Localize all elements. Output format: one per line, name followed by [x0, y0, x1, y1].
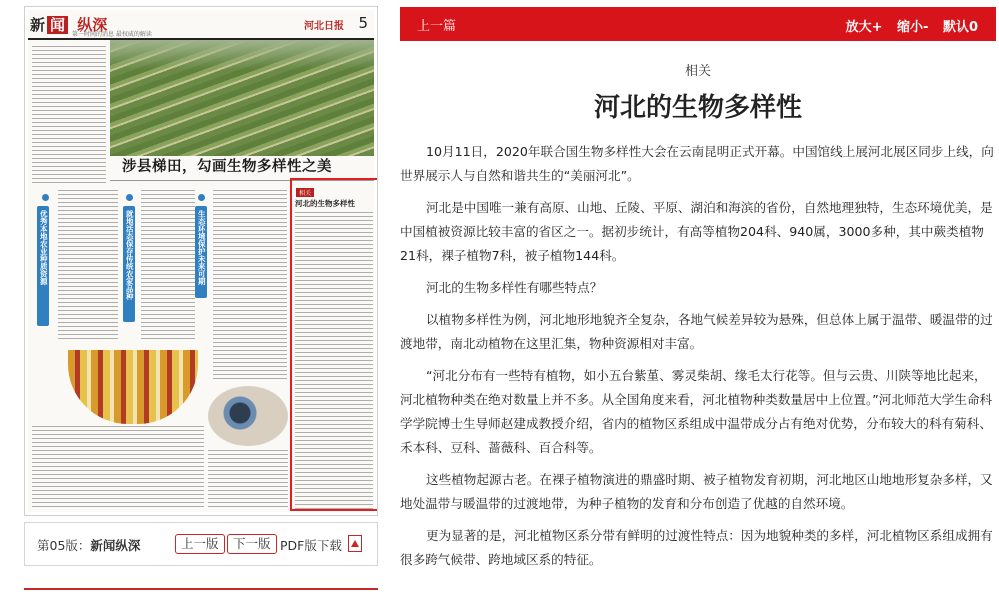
related-tag: 相关 [296, 188, 314, 197]
newspaper-tag-1: 优秀本地农业种质资源 [37, 206, 49, 326]
article-paragraph: 10月11日，2020年联合国生物多样性大会在云南昆明正式开幕。中国馆线上展河北展区同步上线，向世界展示人与自然和谐共生的“美丽河北”。 [400, 144, 994, 183]
corn-photo [68, 350, 198, 424]
newspaper-sub-label: 第一时间的消息 最权威的解读 [72, 31, 152, 38]
newspaper-header [28, 10, 374, 40]
article-toolbar [400, 7, 996, 41]
article-kicker: 相关 [684, 64, 711, 79]
article-paragraph: 河北的生物多样性有哪些特点？ [426, 280, 603, 295]
newspaper-text-column [141, 190, 195, 340]
related-article-title: 河北的生物多样性 [295, 199, 355, 208]
newspaper-text-column [32, 46, 106, 186]
font-size-controls [836, 16, 978, 35]
next-page-button[interactable]: 下一版 [227, 534, 277, 554]
article-paragraph: 以植物多样性为例，河北地形地貌齐全复杂，各地气候差异较为悬殊，但总体上属于温带、暖温带的过渡地带，南北动植物在这里汇集，物种资源相对丰富。 [400, 312, 993, 351]
default-size-button[interactable]: 默认0 [942, 20, 978, 35]
newspaper-tag-3: 生态环境保护未来可期 [195, 206, 207, 298]
article-paragraph: 这些植物起源古老。在裸子植物演进的鼎盛时期、被子植物发育初期，河北地区山地地形复杂多样，又地处温带与暖温带的过渡地带，为种子植物的发育和分布创造了优越的自然环境。 [400, 472, 993, 511]
people-photo [208, 386, 288, 446]
newspaper-text-column [208, 450, 288, 510]
prev-article-link[interactable]: 上一篇 [417, 19, 457, 34]
newspaper-text-column [213, 190, 287, 380]
article-body [400, 60, 996, 580]
tag-dot [42, 194, 49, 201]
prev-page-button[interactable]: 上一版 [175, 534, 225, 554]
selected-article-highlight[interactable] [290, 178, 378, 511]
article-paragraph: 河北是中国唯一兼有高原、山地、丘陵、平原、湖泊和海滨的省份，自然地理独特，生态环境优美，是中国植被资源比较丰富的省区之一。据初步统计，有高等植物204科、940属，3000多种，其中蕨类植物21科，裸子植物7科，被子植物144科。 [400, 200, 993, 263]
tag-dot [126, 194, 133, 201]
page-navigation-bar [24, 522, 378, 566]
newspaper-text-column [58, 190, 118, 340]
zoom-in-button[interactable]: 放大+ [845, 20, 883, 35]
newspaper-tag-2: 就地活态保存传统农家品种 [123, 206, 135, 322]
newspaper-page-number: 5 [358, 14, 368, 32]
current-page-label: 第05版：新闻纵深 [37, 538, 141, 553]
terrace-photo [110, 40, 374, 156]
pdf-icon[interactable] [348, 535, 362, 552]
newspaper-headline: 涉县梯田，勾画生物多样性之美 [122, 158, 332, 175]
newspaper-masthead: 河北日报 [304, 21, 344, 32]
pdf-download-link[interactable]: PDF版下载 [280, 538, 342, 553]
zoom-out-button[interactable]: 缩小- [897, 20, 929, 35]
tag-dot [198, 194, 205, 201]
article-paragraph: 更为显著的是，河北植物区系分带有鲜明的过渡性特点：因为地貌种类的多样，河北植物区系组成拥有很多跨气候带、跨地域区系的特征。 [400, 528, 993, 567]
newspaper-text-column [32, 426, 204, 510]
newspaper-page-panel [24, 6, 378, 516]
bottom-divider [24, 588, 378, 592]
article-paragraph: “河北分布有一些特有植物，如小五台紫堇、雾灵柴胡、缘毛太行花等。但与云贵、川陕等地比起来，河北植物种类在绝对数量上并不多。从全国角度来看，河北植物种类数量居中上位置。”河北师范大学生命科学学院博士生导师赵建成教授介绍，省内的植物区系组成中温带成分占有绝对优势，分布较大的科有菊科、禾本科、豆科、蔷薇科、百合科等。 [400, 368, 993, 455]
article-title: 河北的生物多样性 [593, 93, 802, 123]
newspaper-section-logo: 新 闻 纵深 [30, 16, 108, 34]
